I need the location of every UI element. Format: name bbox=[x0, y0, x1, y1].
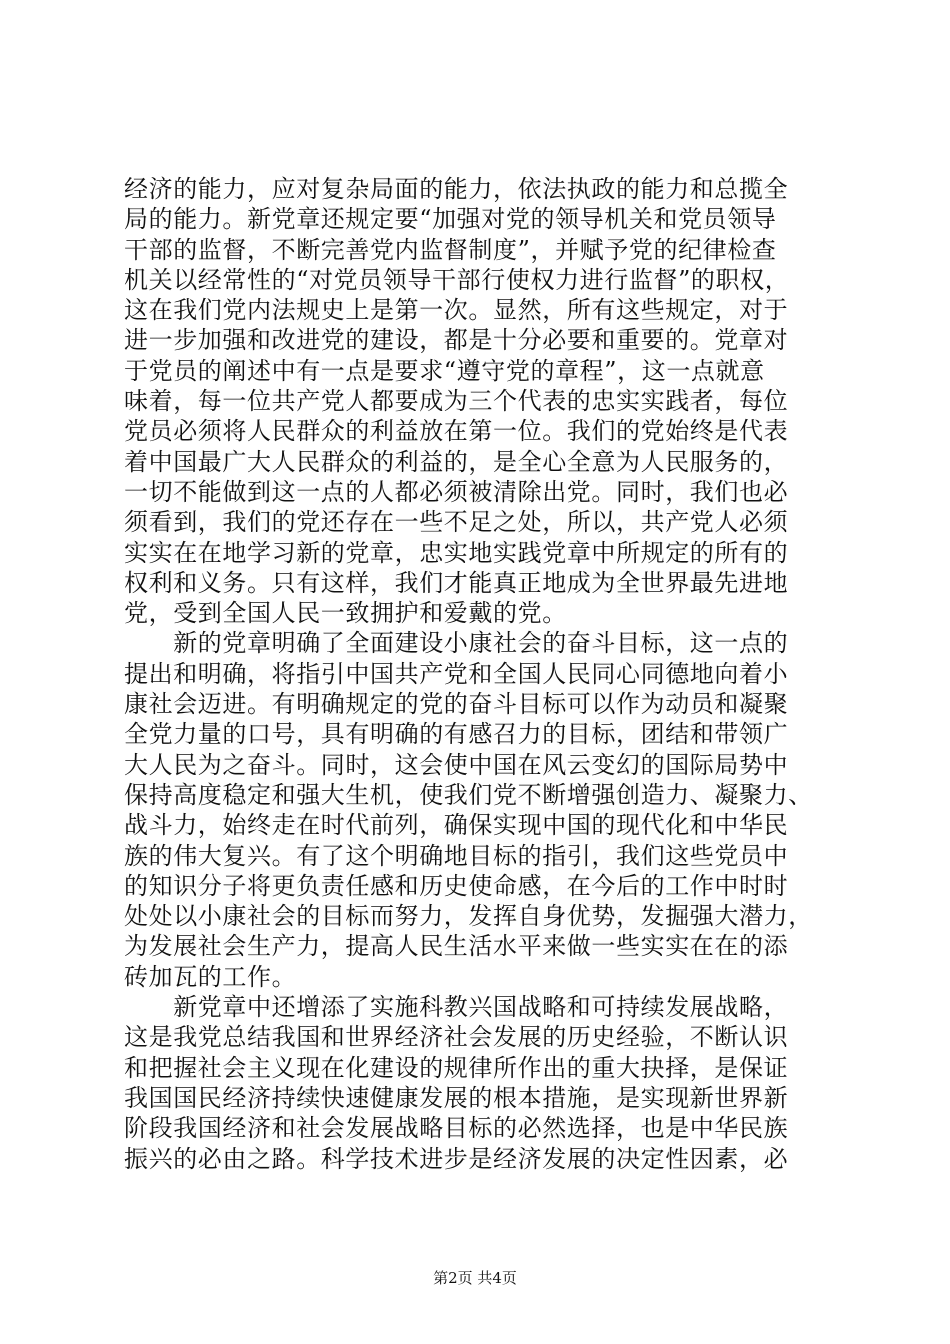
text-line: 处处以小康社会的目标而努力，发挥自身优势，发掘强大潜力， bbox=[124, 902, 813, 931]
text-line: 这在我们党内法规史上是第一次。显然，所有这些规定，对于 bbox=[124, 296, 789, 325]
page-footer: 第2页 共4页 bbox=[433, 1269, 517, 1287]
text-line: 提出和明确，将指引中国共产党和全国人民同心同德地向着小 bbox=[124, 659, 789, 688]
text-line: 于党员的阐述中有一点是要求“遵守党的章程”，这一点就意 bbox=[124, 356, 765, 385]
text-line: 战斗力，始终走在时代前列，确保实现中国的现代化和中华民 bbox=[124, 811, 789, 840]
text-line: 保持高度稳定和强大生机，使我们党不断增强创造力、凝聚力、 bbox=[124, 780, 813, 809]
text-line: 族的伟大复兴。有了这个明确地目标的指引，我们这些党员中 bbox=[124, 841, 789, 870]
text-line: 康社会迈进。有明确规定的党的奋斗目标可以作为动员和凝聚 bbox=[124, 690, 789, 719]
text-line: 味着，每一位共产党人都要成为三个代表的忠实实践者，每位 bbox=[124, 387, 789, 416]
text-line: 振兴的必由之路。科学技术进步是经济发展的决定性因素，必 bbox=[124, 1144, 789, 1173]
text-line: 阶段我国经济和社会发展战略目标的必然选择，也是中华民族 bbox=[124, 1114, 789, 1143]
text-line: 这是我党总结我国和世界经济社会发展的历史经验，不断认识 bbox=[124, 1023, 789, 1052]
text-line: 着中国最广大人民群众的利益的，是全心全意为人民服务的， bbox=[124, 447, 789, 476]
text-line: 须看到，我们的党还存在一些不足之处，所以，共产党人必须 bbox=[124, 508, 789, 537]
text-line: 权利和义务。只有这样，我们才能真正地成为全世界最先进地 bbox=[124, 568, 789, 597]
text-line: 干部的监督，不断完善党内监督制度”，并赋予党的纪律检查 bbox=[124, 235, 777, 264]
text-line: 进一步加强和改进党的建设，都是十分必要和重要的。党章对 bbox=[124, 326, 789, 355]
text-line: 新的党章明确了全面建设小康社会的奋斗目标，这一点的 bbox=[124, 629, 789, 658]
text-line: 的知识分子将更负责任感和历史使命感，在今后的工作中时时 bbox=[124, 871, 789, 900]
text-line: 实实在在地学习新的党章，忠实地实践党章中所规定的所有的 bbox=[124, 538, 789, 567]
text-line: 新党章中还增添了实施科教兴国战略和可持续发展战略， bbox=[124, 993, 789, 1022]
text-line: 大人民为之奋斗。同时，这会使中国在风云变幻的国际局势中 bbox=[124, 750, 789, 779]
text-line: 全党力量的口号，具有明确的有感召力的目标，团结和带领广 bbox=[124, 720, 789, 749]
text-line: 局的能力。新党章还规定要“加强对党的领导机关和党员领导 bbox=[124, 205, 777, 234]
text-line: 我国国民经济持续快速健康发展的根本措施，是实现新世界新 bbox=[124, 1083, 789, 1112]
text-line: 砖加瓦的工作。 bbox=[124, 962, 297, 991]
text-line: 机关以经常性的“对党员领导干部行使权力进行监督”的职权， bbox=[124, 265, 790, 294]
text-line: 经济的能力，应对复杂局面的能力，依法执政的能力和总揽全 bbox=[124, 175, 789, 203]
text-line: 党员必须将人民群众的利益放在第一位。我们的党始终是代表 bbox=[124, 417, 789, 446]
text-line: 和把握社会主义现在化建设的规律所作出的重大抉择，是保证 bbox=[124, 1053, 789, 1082]
body-text bbox=[124, 174, 824, 1174]
text-line: 为发展社会生产力，提高人民生活水平来做一些实实在在的添 bbox=[124, 932, 789, 961]
text-line: 一切不能做到这一点的人都必须被清除出党。同时，我们也必 bbox=[124, 477, 789, 506]
text-line: 党，受到全国人民一致拥护和爱戴的党。 bbox=[124, 599, 567, 628]
